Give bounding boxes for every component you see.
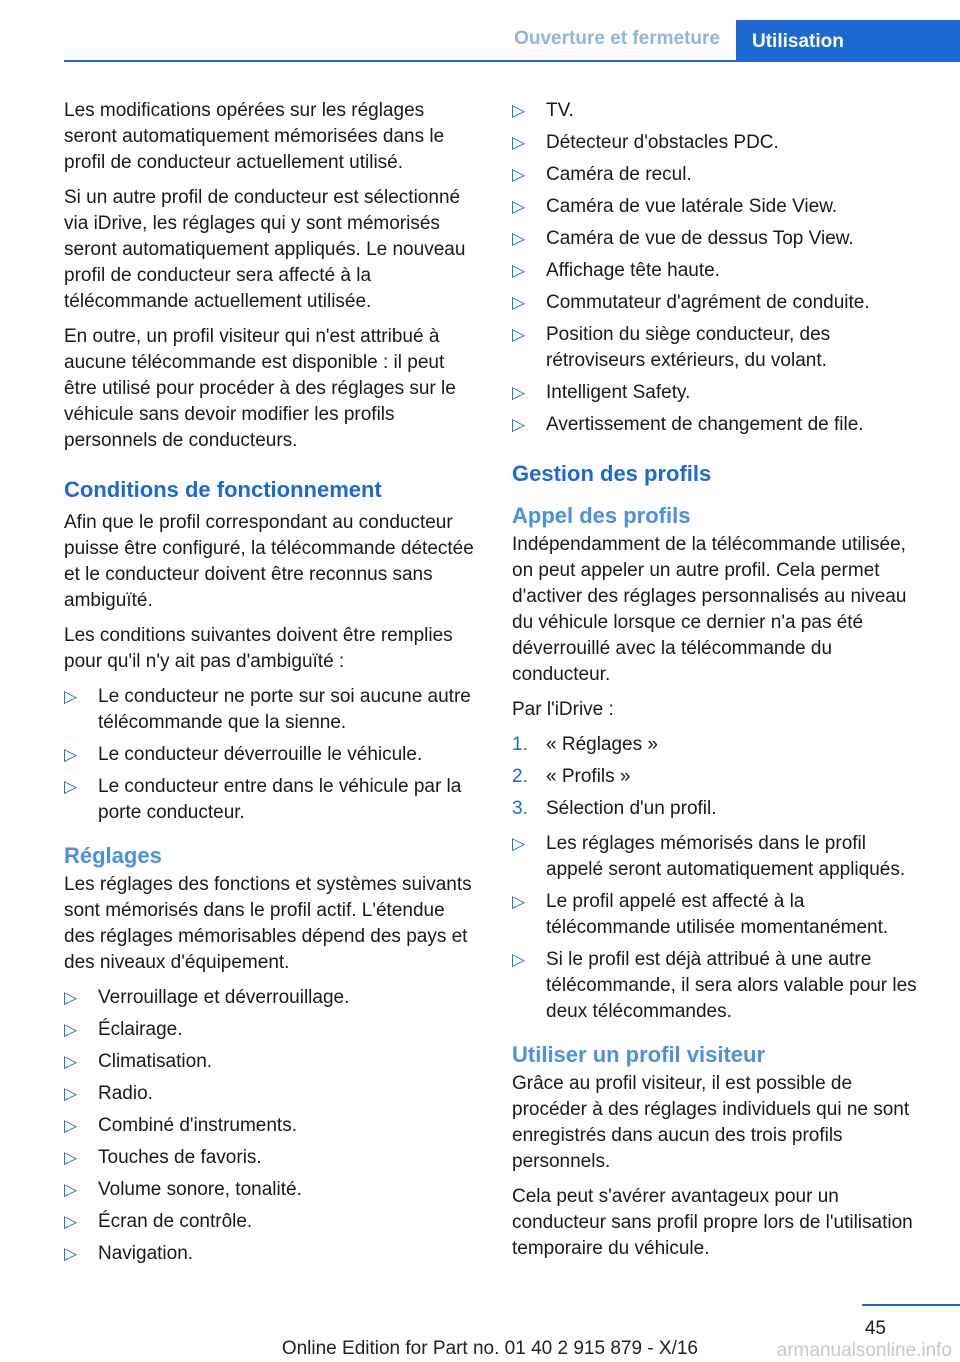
list-item: ▷ Navigation.	[64, 1241, 478, 1267]
bullet-triangle-icon: ▷	[512, 834, 526, 853]
step-number: 3.	[512, 798, 528, 819]
paragraph: Cela peut s'avérer avantageux pour un conducteur sans profil propre lors de l'utilisation temporaire du véhicule.	[512, 1186, 913, 1259]
step-number: 2.	[512, 766, 528, 787]
list-item: ▷ Affichage tête haute.	[512, 258, 928, 284]
bullet-triangle-icon: ▷	[512, 261, 526, 280]
list-item: ▷ Le conducteur déverrouille le véhicule.	[64, 742, 478, 768]
bullet-triangle-icon: ▷	[512, 325, 526, 344]
list-item: ▷ Détecteur d'obstacles PDC.	[512, 130, 928, 156]
bullet-triangle-icon: ▷	[512, 950, 526, 969]
paragraph: Grâce au profil visiteur, il est possible de procéder à des réglages individuels qui ne sont enregistrés dans aucun des trois profils personnels.	[512, 1073, 910, 1172]
bullet-triangle-icon: ▷	[64, 1020, 78, 1039]
bullet-triangle-icon: ▷	[512, 229, 526, 248]
step-item: 3. Sélection d'un profil.	[512, 796, 928, 822]
list-item: ▷ Si le profil est déjà attribué à une autre télécommande, il sera alors valable pour les deux télécommandes.	[512, 949, 917, 1022]
left-column	[64, 98, 478, 1276]
list-item: ▷ Le conducteur ne porte sur soi aucune autre télécommande que la sienne.	[64, 686, 471, 733]
paragraph: Les réglages des fonctions et systèmes suivants sont mémorisés dans le profil actif. L'étendue des réglages mémorisables dépend des pays et des niveaux d'équipement.	[64, 874, 472, 973]
header-rule	[64, 60, 960, 62]
settings-list	[64, 985, 478, 1267]
list-item: ▷ Le profil appelé est affecté à la télécommande utilisée momentanément.	[512, 891, 889, 938]
bullet-triangle-icon: ▷	[64, 1116, 78, 1135]
list-item: ▷ Verrouillage et déverrouillage.	[64, 985, 478, 1011]
list-item: ▷ Climatisation.	[64, 1049, 478, 1075]
bullet-triangle-icon: ▷	[512, 101, 526, 120]
list-item: ▷ Radio.	[64, 1081, 478, 1107]
list-item: ▷ Combiné d'instruments.	[64, 1113, 478, 1139]
list-item: ▷ Le conducteur entre dans le véhicule par la porte conducteur.	[64, 776, 462, 823]
list-item: ▷ Touches de favoris.	[64, 1145, 478, 1171]
page-number: 45	[864, 1318, 886, 1339]
chapter-tab: Utilisation	[736, 20, 960, 62]
paragraph: Les modifications opérées sur les réglages seront automatiquement mémorisées dans le profil de conducteur actuellement utilisé.	[64, 100, 445, 173]
paragraph: Si un autre profil de conducteur est sélectionné via iDrive, les réglages qui y sont mémorisés seront automatiquement appliqués. Le nouveau profil de conducteur sera affecté à la télécommande actuellement utilisée.	[64, 187, 466, 312]
list-item: ▷ Les réglages mémorisés dans le profil appelé seront automatiquement appliqués.	[512, 833, 906, 880]
step-number: 1.	[512, 734, 528, 755]
list-item: ▷ TV.	[512, 98, 928, 124]
edition-note: Online Edition for Part no. 01 40 2 915 879 - X/16	[281, 1338, 698, 1359]
step-item: 2. « Profils »	[512, 764, 928, 790]
footer-rule	[862, 1304, 960, 1306]
watermark: armanualsonline.info	[776, 1340, 952, 1361]
bullet-triangle-icon: ▷	[64, 1052, 78, 1071]
heading-gestion: Gestion des profils	[512, 461, 712, 486]
list-item: ▷ Caméra de vue de dessus Top View.	[512, 226, 928, 252]
list-item: ▷ Position du siège conducteur, des rétroviseurs extérieurs, du volant.	[512, 324, 831, 371]
list-item: ▷ Volume sonore, tonalité.	[64, 1177, 478, 1203]
paragraph: En outre, un profil visiteur qui n'est attribué à aucune télécommande est disponible : il peut être utilisé pour procéder à des réglages sur le véhicule sans devoir modifier les profils personnels de conducteurs.	[64, 326, 456, 451]
heading-conditions: Conditions de fonctionnement	[64, 477, 382, 502]
bullet-triangle-icon: ▷	[512, 133, 526, 152]
list-item: ▷ Caméra de vue latérale Side View.	[512, 194, 928, 220]
bullet-triangle-icon: ▷	[512, 892, 526, 911]
bullet-triangle-icon: ▷	[512, 415, 526, 434]
settings-list-continued	[512, 98, 928, 438]
list-item: ▷ Écran de contrôle.	[64, 1209, 478, 1235]
bullet-triangle-icon: ▷	[64, 1180, 78, 1199]
paragraph: Les conditions suivantes doivent être remplies pour qu'il n'y ait pas d'ambiguïté :	[64, 625, 453, 672]
bullet-triangle-icon: ▷	[512, 165, 526, 184]
bullet-triangle-icon: ▷	[64, 988, 78, 1007]
bullet-triangle-icon: ▷	[64, 1212, 78, 1231]
list-item: ▷ Intelligent Safety.	[512, 380, 928, 406]
results-list	[512, 831, 928, 1025]
conditions-list	[64, 684, 478, 826]
list-item: ▷ Commutateur d'agrément de conduite.	[512, 290, 928, 316]
bullet-triangle-icon: ▷	[64, 687, 78, 706]
list-item: ▷ Avertissement de changement de file.	[512, 412, 928, 438]
paragraph: Afin que le profil correspondant au conducteur puisse être configuré, la télécommande détectée et le conducteur doivent être reconnus sans ambiguïté.	[64, 512, 474, 611]
paragraph: Indépendamment de la télécommande utilisée, on peut appeler un autre profil. Cela permet d'activer des réglages personnalisés au niveau du véhicule lorsque ce dernier n'a pas été déverrouillé avec la télécommande du conducteur.	[512, 534, 907, 685]
heading-appel: Appel des profils	[512, 503, 691, 528]
bullet-triangle-icon: ▷	[512, 293, 526, 312]
section-title: Ouverture et fermeture	[514, 28, 720, 49]
bullet-triangle-icon: ▷	[512, 197, 526, 216]
right-column	[512, 98, 928, 1271]
steps-list	[512, 732, 928, 822]
heading-reglages: Réglages	[64, 843, 162, 868]
heading-visiteur: Utiliser un profil visiteur	[512, 1042, 766, 1067]
paragraph: Par l'iDrive :	[512, 699, 614, 720]
list-item: ▷ Éclairage.	[64, 1017, 478, 1043]
bullet-triangle-icon: ▷	[512, 383, 526, 402]
bullet-triangle-icon: ▷	[64, 745, 78, 764]
list-item: ▷ Caméra de recul.	[512, 162, 928, 188]
bullet-triangle-icon: ▷	[64, 1148, 78, 1167]
bullet-triangle-icon: ▷	[64, 1244, 78, 1263]
bullet-triangle-icon: ▷	[64, 777, 78, 796]
step-item: 1. « Réglages »	[512, 732, 928, 758]
bullet-triangle-icon: ▷	[64, 1084, 78, 1103]
page-header	[0, 0, 960, 62]
page-footer	[0, 1304, 960, 1362]
